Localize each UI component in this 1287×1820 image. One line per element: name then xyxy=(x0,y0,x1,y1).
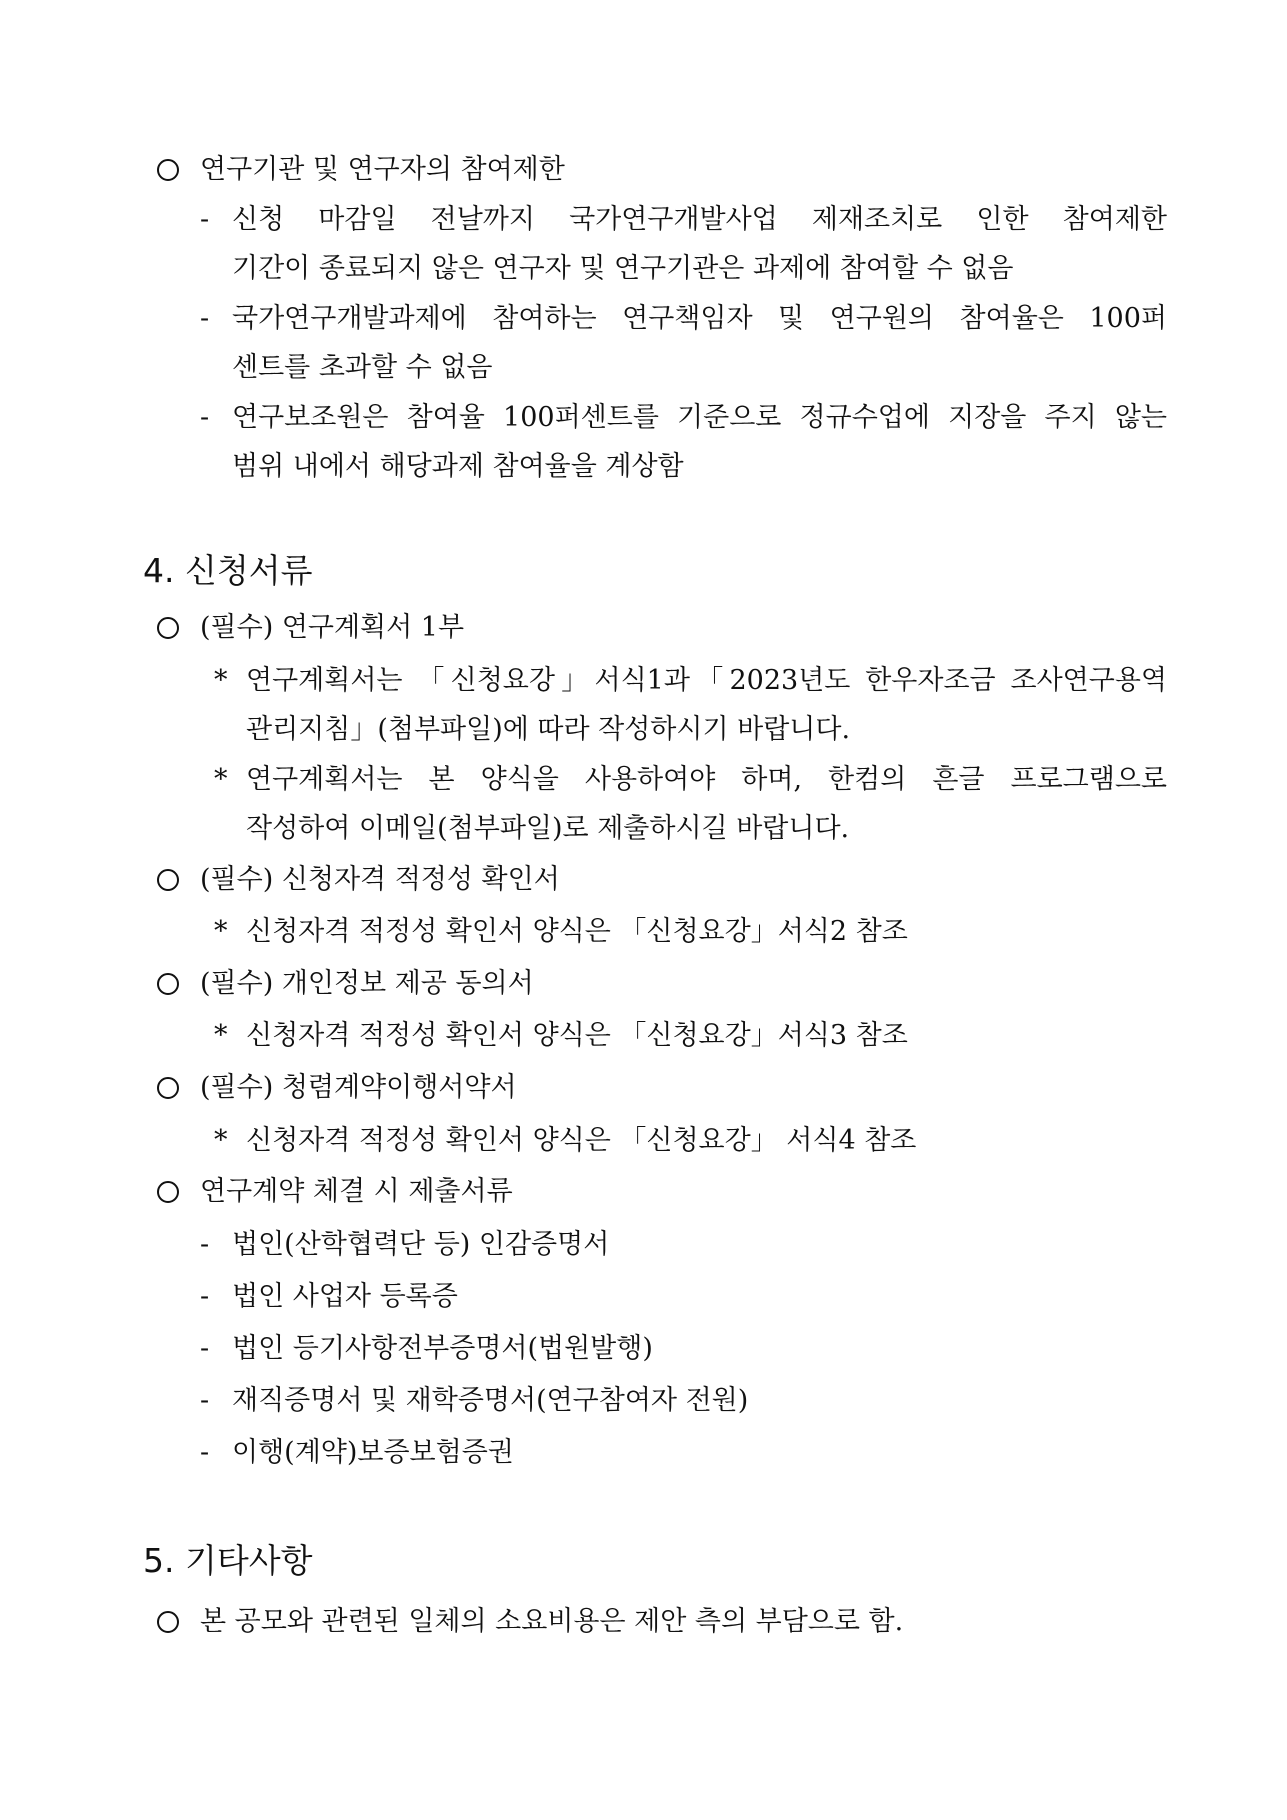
section-heading: 4. 신청서류 xyxy=(143,551,313,590)
circle-bullet-icon xyxy=(157,869,179,891)
circle-bullet-icon xyxy=(157,1611,179,1633)
circle-bullet-icon xyxy=(157,1181,179,1203)
document-page: 연구기관 및 연구자의 참여제한 - 신청 마감일 전날까지 국가연구개발사업 제재조치로 인한 참여제한 기간이 종료되지 않은 연구자 및 연구기관은 과제에 참여할 수 없음 - 국가연구개발과제에 참여하는 연구책임자 및 연구원의 참여율은 100퍼 센트를 초과할 수 없음 - 연구보조원은 참여율 100퍼센트를 기준으로 정규수업에 지장을 주지 않는 범위 내에서 해당과제 참여율을 계상함 4. 신청서류 (필수) 연구계획서 1부 * 연구계획서는 「신청요강」서식1과「2023년도 한우자조금 조사연구용역 관리지침」(첨부파일)에 따라 작성하시기 바랍니다. * 연구계획서는 본 양식을 사용하여야 하며, 한컴의 흔글 프로그램으로 작성하여 이메일(첨부파일)로 제출하시길 바랍니다. (필수) 신청자격 적정성 확인서 * 신청자격 적정성 확인서 양식은 「신청요강」서식2 참조 (필수) 개인정보 제공 동의서 * 신청자격 적정성 확인서 양식은 「신청요강」서식3 참조 (필수) 청렴계약이행서약서 * 신청자격 적정성 확인서 양식은 「신청요강」 서식4 참조 연구계약 체결 시 제출서류 - 법인(산학협력단 등) 인감증명서 - 법인 사업자 등록증 - 법인 등기사항전부증명서(법원발행) - 재직증명서 및 재학증명서(연구참여자 전원) - 이행(계약)보증보험증권 5. 기타사항 본 공모와 관련된 일체의 소요비용은 제안 측의 부담으로 함. xyxy=(143,154,1167,1637)
circle-bullet-icon xyxy=(157,617,179,639)
circle-bullet-icon xyxy=(157,159,179,181)
section-heading: 5. 기타사항 xyxy=(143,1541,313,1580)
circle-bullet-icon xyxy=(157,973,179,995)
circle-bullet-icon xyxy=(157,1077,179,1099)
